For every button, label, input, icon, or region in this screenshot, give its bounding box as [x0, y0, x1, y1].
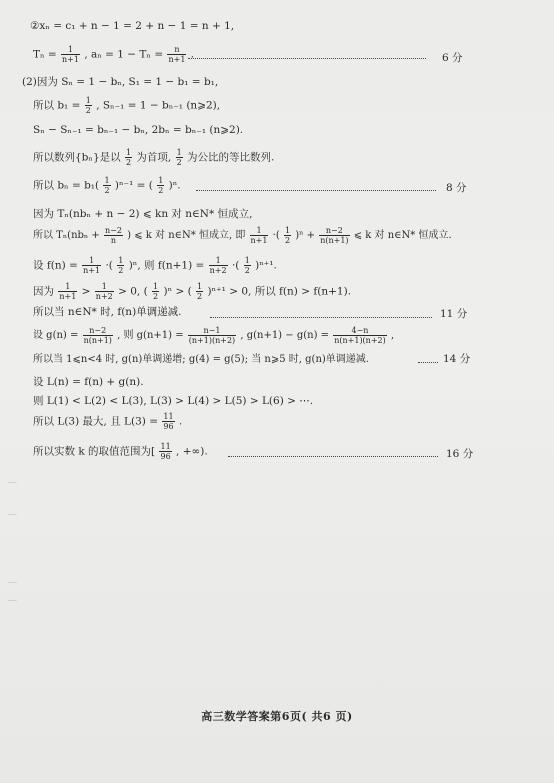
fraction: $\frac{1}{n+2}$: [209, 256, 227, 275]
fraction: $\frac{1}{2}$: [104, 176, 110, 195]
line-11: 因为 $\frac{1}{n+1}$ > $\frac{1}{n+2}$ > 0, ( $\frac{1}{2}$ )ⁿ > ( $\frac{1}{2}$ )ⁿ⁺¹ > 0, 所以 f(n) > f(n+1).: [33, 282, 351, 301]
fraction: $\frac{11}{96}$: [160, 442, 171, 461]
fraction: $\frac{1}{2}$: [284, 226, 291, 245]
fraction: $\frac{n-2}{n(n+1)}$: [320, 226, 349, 245]
fraction: $\frac{1}{2}$: [118, 256, 124, 275]
leader-dots: [418, 362, 438, 363]
leader-dots: [228, 456, 438, 457]
line-15: 设 L(n) = f(n) + g(n).: [33, 376, 144, 388]
score-11: 11 分: [440, 308, 468, 320]
leader-dots: [196, 190, 436, 191]
fraction: $\frac{1}{n+1}$: [62, 45, 79, 64]
bleed-through-mark: —: [8, 478, 17, 488]
fraction: $\frac{4-n}{n(n+1)(n+2)}$: [334, 326, 386, 345]
fraction: $\frac{11}{96}$: [163, 412, 174, 431]
line-18: 所以实数 k 的取值范围为[ $\frac{11}{96}$ , +∞).: [33, 442, 208, 461]
leader-dots: [188, 58, 426, 59]
fraction: $\frac{1}{2}$: [85, 96, 91, 115]
line-13: 设 g(n) = $\frac{n-2}{n(n+1)}$ , 则 g(n+1) = $\frac{n-1}{(n+1)(n+2)}$ , g(n+1) − g(n) = $\frac{4-n}{n(n+1)(n+2)}$ ,: [33, 326, 395, 345]
line-16: 则 L(1) < L(2) < L(3), L(3) > L(4) > L(5) > L(6) > ⋯.: [33, 395, 314, 407]
line-5: Sₙ − Sₙ₋₁ = bₙ₋₁ − bₙ, 2bₙ = bₙ₋₁ (n⩾2).: [33, 124, 244, 136]
score-6: 6 分: [442, 52, 463, 64]
fraction: $\frac{1}{2}$: [197, 282, 203, 301]
line-6: 所以数列{bₙ}是以 $\frac{1}{2}$ 为首项, $\frac{1}{2}$ 为公比的等比数列.: [33, 148, 275, 167]
score-14: 14 分: [443, 353, 471, 365]
fraction: $\frac{n-1}{(n+1)(n+2)}$: [188, 326, 236, 345]
fraction: $\frac{1}{2}$: [158, 176, 164, 195]
leader-dots: [210, 317, 432, 318]
fraction: $\frac{1}{n+2}$: [95, 282, 113, 301]
bleed-through-mark: —: [8, 510, 17, 520]
bleed-through-mark: —: [8, 578, 17, 588]
fraction: $\frac{1}{2}$: [176, 148, 182, 167]
line-9: 所以 Tₙ(nbₙ + $\frac{n-2}{n}$ ) ⩽ k 对 n∈N* 恒成立, 即 $\frac{1}{n+1}$ ·( $\frac{1}{2}$ )ⁿ + $\frac{n-2}{n(n+1)}$ ⩽ k 对 n∈N* 恒成立.: [33, 226, 452, 245]
line-10: 设 f(n) = $\frac{1}{n+1}$ ·( $\frac{1}{2}$ )ⁿ, 则 f(n+1) = $\frac{1}{n+2}$ ·( $\frac{1}{2}$ )ⁿ⁺¹.: [33, 256, 277, 275]
line-3: (2)因为 Sₙ = 1 − bₙ, S₁ = 1 − b₁ = b₁,: [22, 76, 219, 88]
line-4: 所以 b₁ = $\frac{1}{2}$ , Sₙ₋₁ = 1 − bₙ₋₁ (n⩾2),: [33, 96, 221, 115]
score-16: 16 分: [446, 448, 474, 460]
line-12: 所以当 n∈N* 时, f(n)单调递减.: [33, 306, 182, 318]
fraction: $\frac{n-2}{n}$: [105, 226, 122, 245]
fraction: $\frac{1}{n+1}$: [59, 282, 77, 301]
page-footer: 高三数学答案第6页( 共6 页): [201, 710, 353, 723]
line-8: 因为 Tₙ(nbₙ + n − 2) ⩽ kn 对 n∈N* 恒成立,: [33, 208, 253, 220]
fraction: $\frac{1}{n+1}$: [250, 226, 268, 245]
score-8: 8 分: [446, 182, 467, 194]
line-7: 所以 bₙ = b₁( $\frac{1}{2}$ )ⁿ⁻¹ = ( $\frac{1}{2}$ )ⁿ.: [33, 176, 181, 195]
fraction: $\frac{1}{2}$: [244, 256, 250, 275]
line-2: Tₙ = $\frac{1}{n+1}$ , aₙ = 1 − Tₙ = $\frac{n}{n+1}$ .: [33, 45, 195, 64]
fraction: $\frac{n-2}{n(n+1)}$: [83, 326, 112, 345]
line-14: 所以当 1⩽n<4 时, g(n)单调递增; g(4) = g(5); 当 n⩾5 时, g(n)单调递减.: [33, 354, 369, 365]
fraction: $\frac{1}{n+1}$: [83, 256, 101, 275]
fraction: $\frac{n}{n+1}$: [168, 45, 186, 64]
line-1: ②xₙ = c₁ + n − 1 = 2 + n − 1 = n + 1,: [30, 20, 235, 32]
fraction: $\frac{1}{2}$: [125, 148, 132, 167]
fraction: $\frac{1}{2}$: [153, 282, 159, 301]
line-17: 所以 L(3) 最大, 且 L(3) = $\frac{11}{96}$ .: [33, 412, 183, 431]
bleed-through-mark: —: [8, 596, 17, 606]
